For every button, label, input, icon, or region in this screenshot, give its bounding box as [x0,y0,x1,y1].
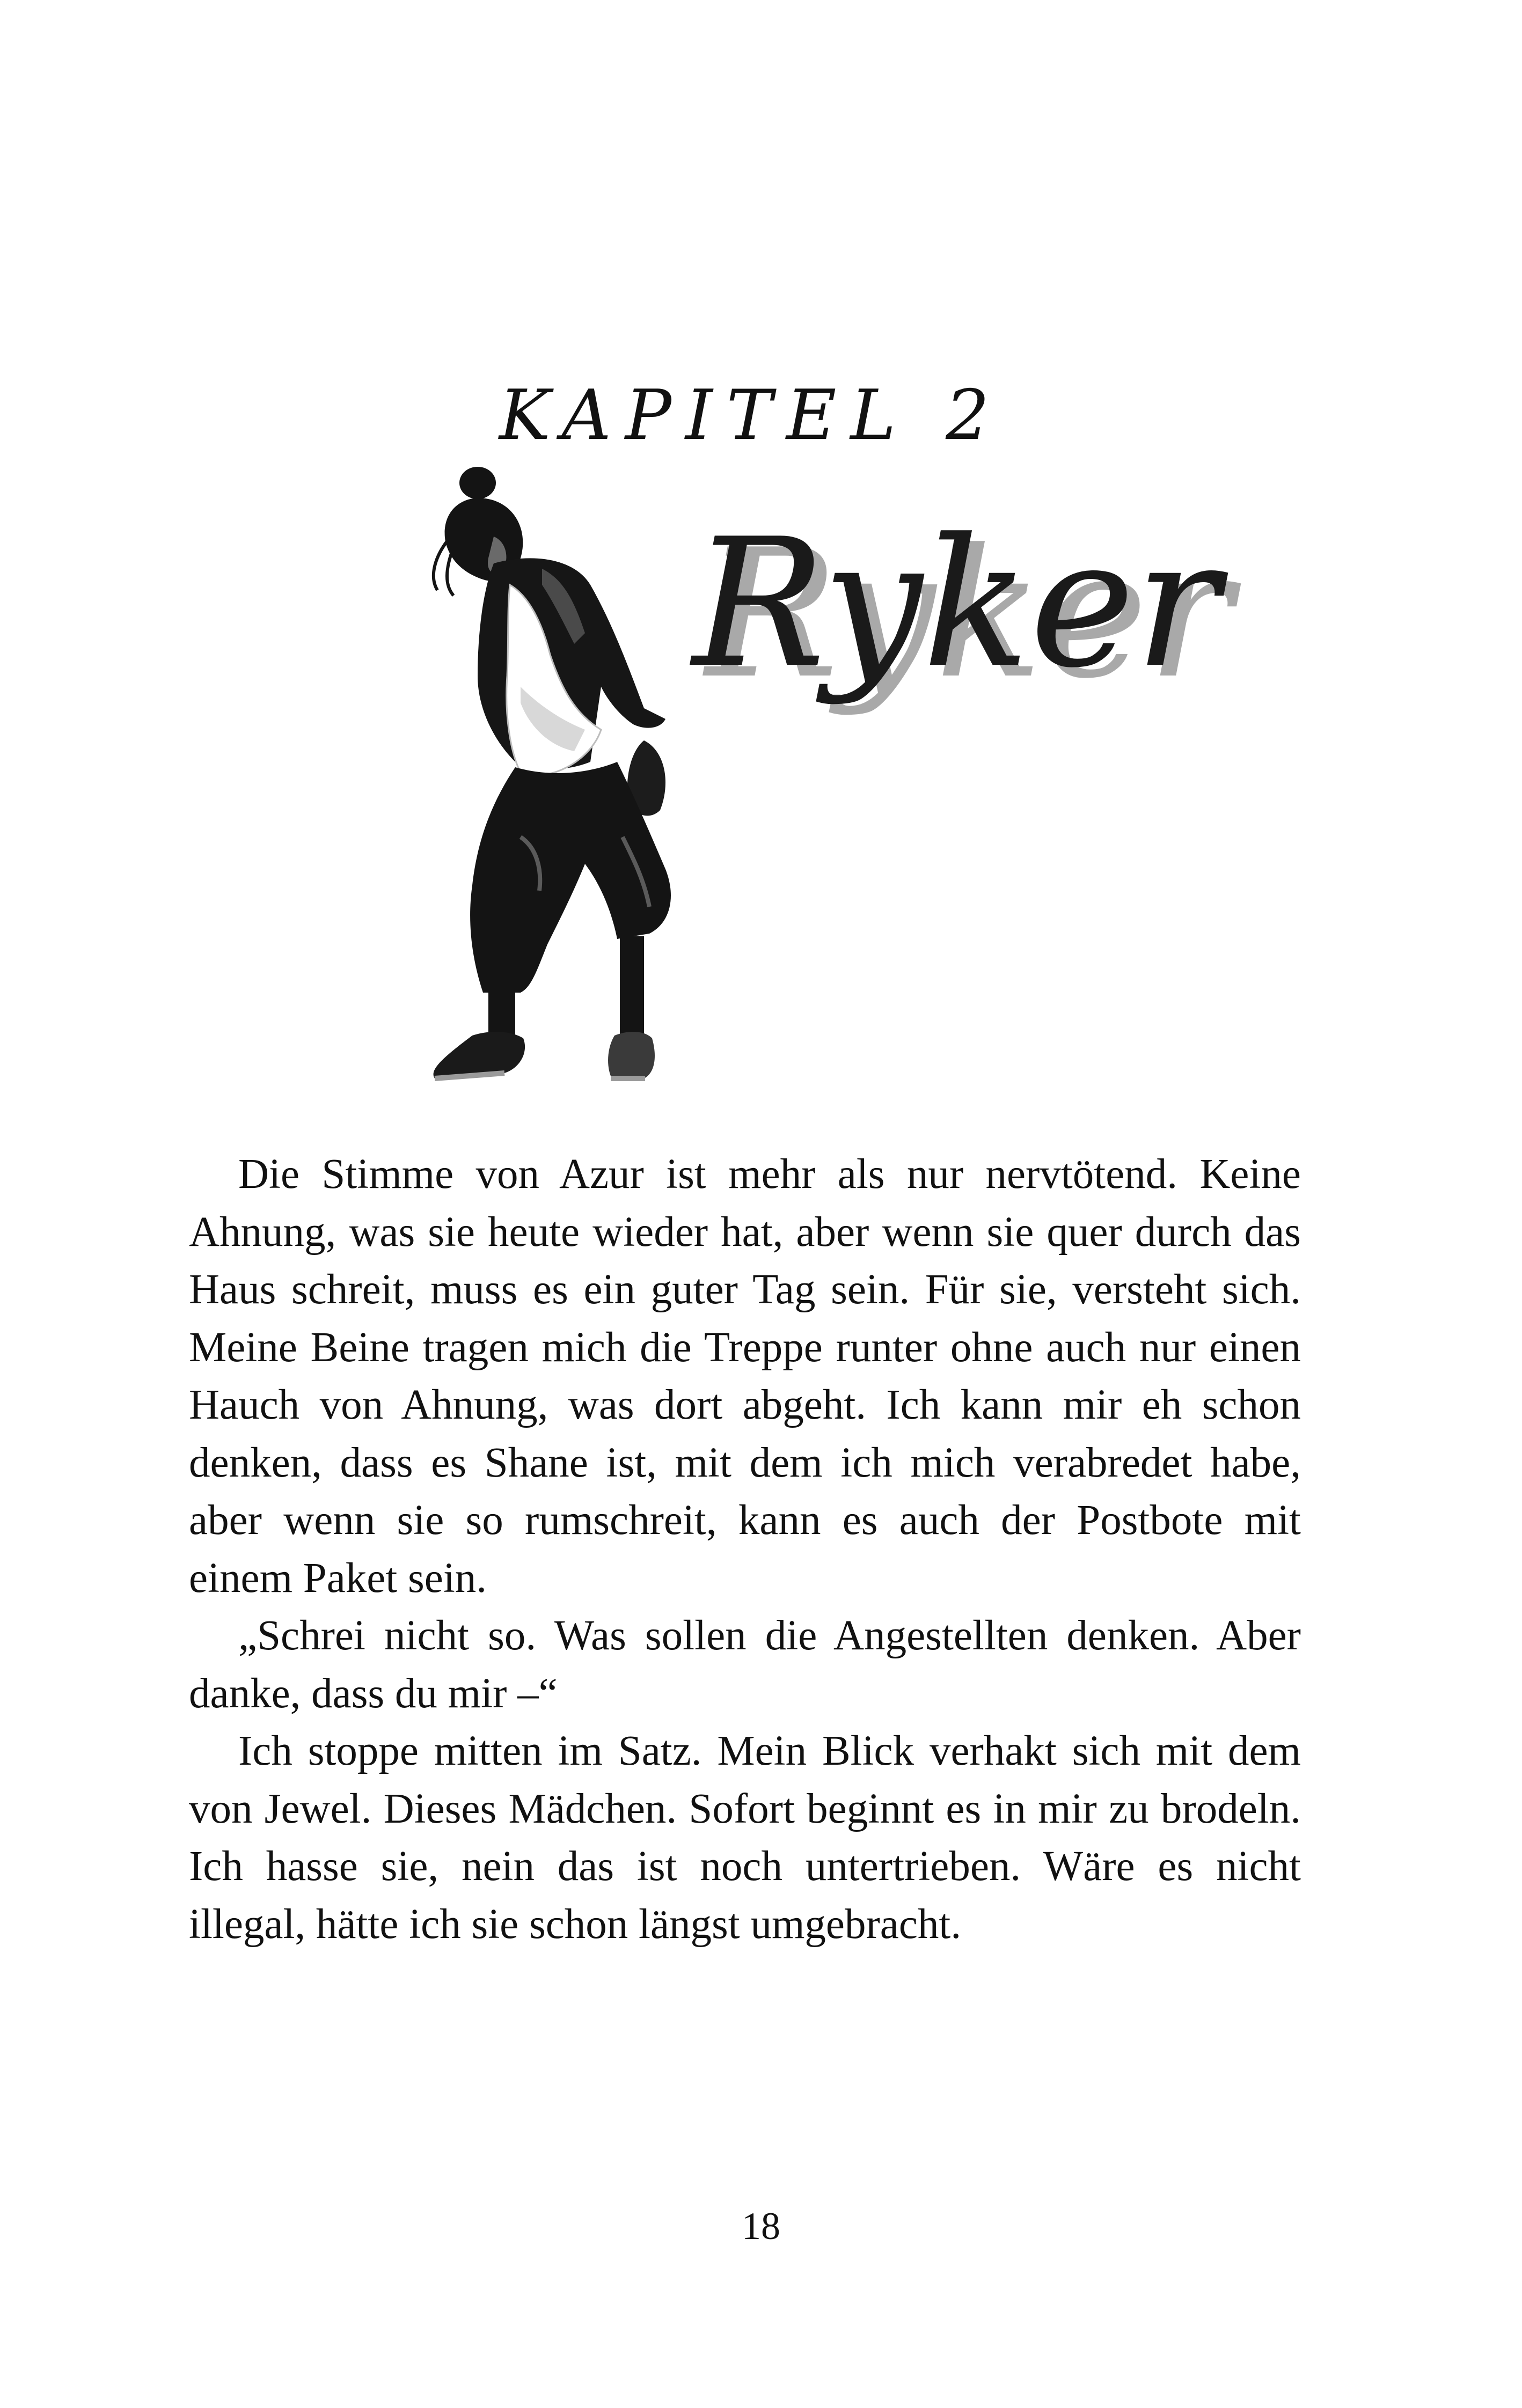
paragraph: Die Stimme von Azur ist mehr als nur nervtötend. Keine Ahnung, was sie heute wieder hat, aber wenn sie quer durch das Haus schreit, muss es ein guter Tag sein. Für sie, versteht sich. Meine Beine tragen mich die Treppe runter ohne auch nur einen Hauch von Ahnung, was dort abgeht. Ich kann mir eh schon denken, dass es Shane ist, mit dem ich mich verabredet habe, aber wenn sie so rumschreit, kann es auch der Postbote mit einem Paket sein. [189,1151,1301,1602]
hair-bun [459,467,496,499]
right-shoe [608,1032,655,1078]
chapter-label: KAPITEL 2 [499,376,1004,456]
paragraph: Ich stoppe mitten im Satz. Mein Blick verhakt sich mit dem von Jewel. Dieses Mädchen. Sofort beginnt es in mir zu brodeln. Ich hasse sie, nein das ist noch untertrieben. Wäre es nicht illegal, hätte ich sie schon längst umgebracht. [189,1728,1301,1948]
left-ankle [488,990,515,1038]
left-shoe [434,1032,525,1078]
body-text [189,1146,1301,1953]
paragraph: „Schrei nicht so. Was sollen die Angestellten denken. Aber danke, dass du mir –“ [189,1612,1301,1717]
chapter-name: Ryker [692,501,1220,707]
page-number: 18 [742,2205,780,2248]
right-ankle [620,936,644,1038]
dancing-woman-illustration [413,461,725,1105]
